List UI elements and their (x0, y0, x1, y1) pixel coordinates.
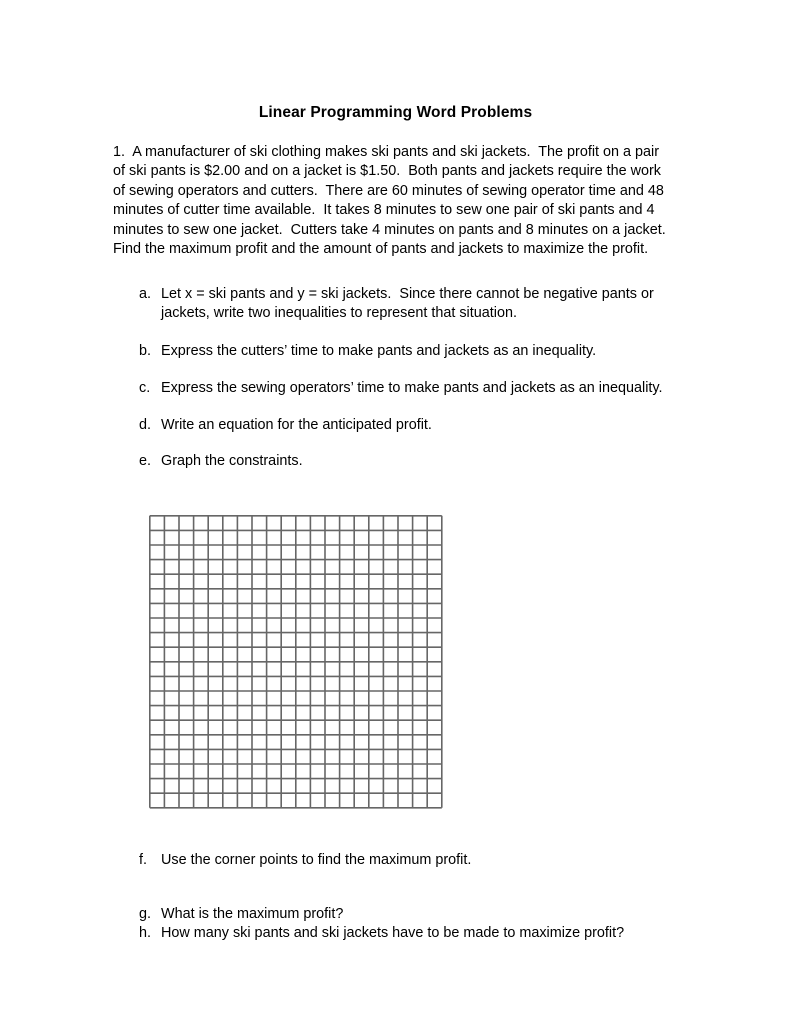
list-marker-g: g. (139, 906, 152, 922)
list-item-b (139, 342, 679, 361)
list-marker-f: f. (139, 852, 147, 868)
list-text-h: How many ski pants and ski jackets have to be made to maximize profit? (161, 925, 625, 942)
list-marker-h: h. (139, 925, 152, 942)
list-text-e: Graph the constraints. (161, 453, 303, 470)
list-item-g (139, 905, 679, 924)
list-item-h (139, 924, 679, 943)
graph-grid-svg (149, 515, 443, 809)
list-item-c (139, 379, 679, 398)
spacer-c (139, 399, 679, 416)
parts-list-gh (139, 905, 679, 944)
parts-list-f (139, 851, 679, 870)
list-item-e (139, 452, 679, 471)
problem-paragraph: 1. A manufacturer of ski clothing makes ski pants and ski jackets. The profit on a pair of ski pants is $2.00 and on a jacket is $1.50. Both pants and jackets require the work of sewing operators and cutters. There are 60 minutes of sewing operator time and 48 minutes of cutter time available. It takes 8 minutes to sew one pair of ski pants and 4 minutes to sew one jacket. Cutters take 4 minutes on pants and 8 minutes on a jacket. Find the maximum profit and the amount of pants and jackets to maximize the profit. (113, 144, 674, 258)
list-text-c: Express the sewing operators’ time to make pants and jackets as an inequality. (161, 380, 663, 397)
list-text-f: Use the corner points to find the maximum profit. (161, 852, 472, 868)
list-text-b: Express the cutters’ time to make pants and jackets as an inequality. (161, 342, 597, 359)
list-item-f (139, 851, 679, 870)
list-marker-a: a. (139, 286, 152, 302)
list-text-d: Write an equation for the anticipated profit. (161, 416, 432, 433)
spacer-b (139, 361, 679, 379)
list-marker-e: e. (139, 453, 152, 470)
problem-statement-block (113, 143, 674, 259)
list-text-a: Let x = ski pants and y = ski jackets. Since there cannot be negative pants or jackets, write two inequalities to represent that situation. (161, 286, 658, 322)
spacer-a (139, 324, 679, 342)
list-text-g: What is the maximum profit? (161, 906, 344, 922)
list-marker-d: d. (139, 416, 152, 433)
list-marker-c: c. (139, 380, 151, 397)
list-marker-b: b. (139, 342, 152, 359)
spacer-d (139, 435, 679, 452)
list-item-d (139, 416, 679, 435)
page-title: Linear Programming Word Problems (258, 104, 533, 121)
graph-paper-grid (149, 515, 443, 809)
list-item-a (139, 285, 679, 324)
parts-list-upper (139, 285, 679, 471)
